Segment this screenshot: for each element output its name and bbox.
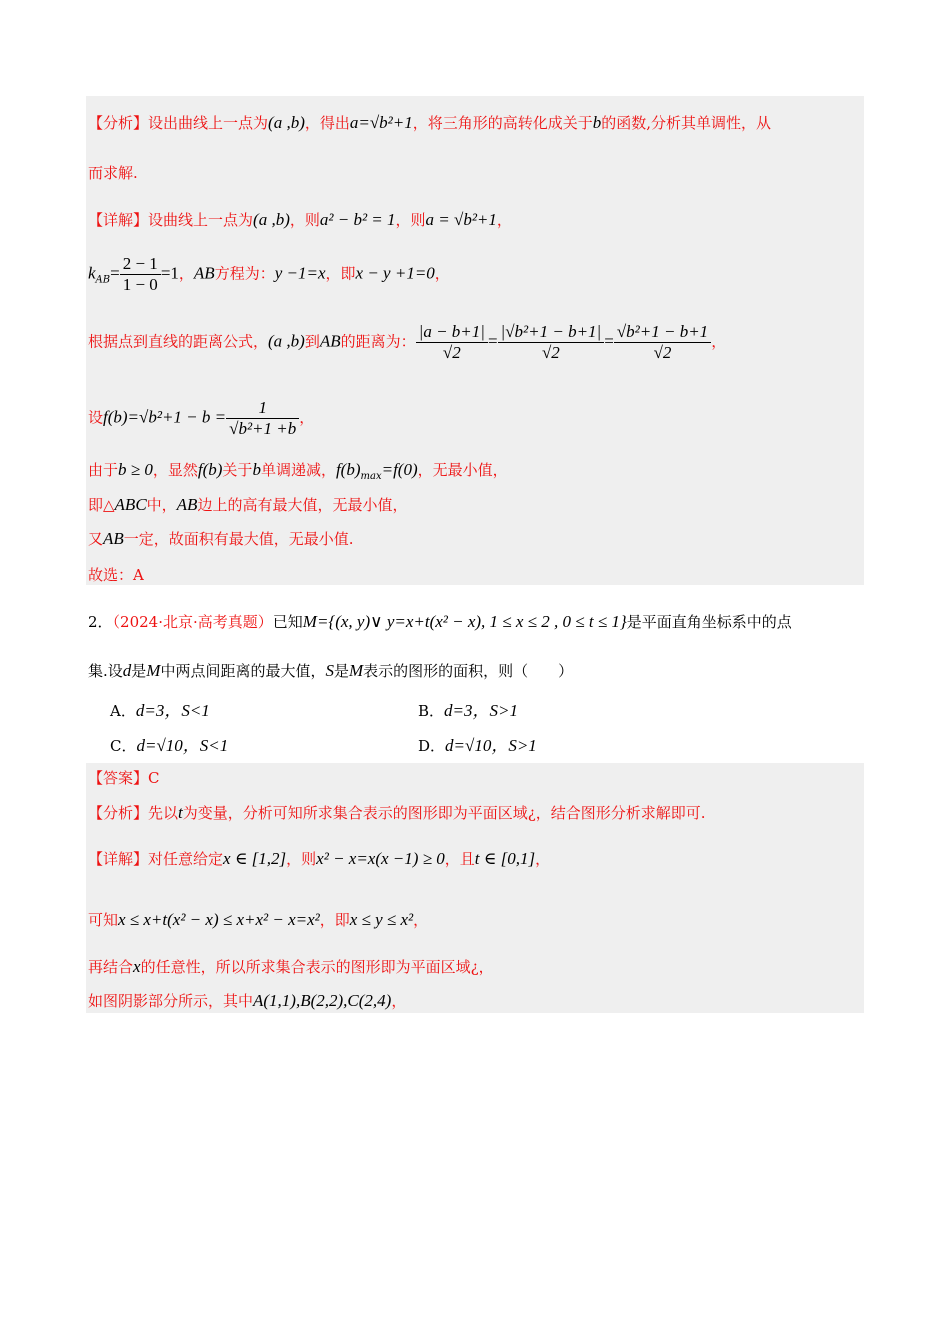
text: 方程为： <box>214 264 275 283</box>
math-expr: =f(0) <box>381 460 418 479</box>
text: 中两点间距离的最大值， <box>160 662 326 680</box>
math-eq: x − y +1=0 <box>355 263 435 283</box>
text: ，即 <box>319 911 350 929</box>
q1-function-line <box>88 398 314 439</box>
text: 即△ <box>88 496 115 514</box>
detail-tag: 【详解】 <box>88 850 149 868</box>
text: ，即 <box>325 264 356 283</box>
math-var: b <box>252 460 261 479</box>
distance-fraction-3 <box>614 322 711 363</box>
text: 由于 <box>88 461 119 479</box>
math-eq: x ≤ y ≤ x² <box>349 910 414 929</box>
q1-slope-line <box>88 254 450 295</box>
math-rest: =1 <box>160 263 179 283</box>
option-label: B． <box>418 702 445 720</box>
math-var: M <box>146 661 161 680</box>
text: ， <box>178 264 194 283</box>
numerator: 1 <box>226 398 299 419</box>
math-point: (a ,b) <box>253 210 290 229</box>
q1-choice-line: 故选：A <box>88 566 144 584</box>
q2-stem-line-2 <box>88 660 573 681</box>
text: ，无最小值， <box>417 461 508 479</box>
numerator: 2 − 1 <box>120 254 161 275</box>
option-text: d=√10，S>1 <box>445 736 537 755</box>
option-a <box>110 696 210 721</box>
q1-analysis-line-2: 而求解. <box>88 164 138 182</box>
q2-detail-line <box>88 848 550 869</box>
math-point: (a ,b) <box>268 331 305 351</box>
option-text: d=3，S<1 <box>135 701 210 720</box>
detail-tag: 【详解】 <box>88 211 149 229</box>
math-expr: t ∈ [0,1] <box>474 849 536 868</box>
math-points: A(1,1),B(2,2),C(2,4) <box>253 991 392 1010</box>
text: ， <box>391 992 407 1010</box>
text: ，将三角形的高转化成关于 <box>412 114 593 132</box>
math-sub: AB <box>95 274 111 286</box>
text: 表示的图形的面积，则（ ） <box>363 662 574 680</box>
text: ，则 <box>395 211 426 229</box>
option-label: A． <box>110 702 136 720</box>
text: ，则 <box>286 850 317 868</box>
text: 的任意性，所以所求集合表示的图形即为平面区域¿， <box>140 958 494 976</box>
math-ab: AB <box>193 263 215 283</box>
math-var: x <box>133 957 141 976</box>
text: ，得出 <box>304 114 350 132</box>
q1-monotonic-line <box>88 459 508 482</box>
math-k: k <box>88 263 96 283</box>
q1-area-line <box>88 528 354 549</box>
denominator: √b²+1 +b <box>229 419 297 438</box>
q1-analysis-line <box>88 112 771 133</box>
text: 到 <box>304 332 320 351</box>
text: 如图阴影部分所示，其中 <box>88 992 254 1010</box>
q2-inequality-line <box>88 909 428 930</box>
math-expr: a=√b²+1 <box>349 113 413 132</box>
text: 对任意给定 <box>148 850 224 868</box>
denominator: √2 <box>442 343 461 362</box>
text: 为变量，分析可知所求集合表示的图形即为平面区域¿，结合图形分析求解即可. <box>182 804 706 822</box>
math-var: M <box>349 661 364 680</box>
math-var: t <box>178 803 183 822</box>
text: 边上的高有最大值，无最小值， <box>197 496 408 514</box>
text: 是平面直角坐标系中的点 <box>626 613 792 631</box>
distance-fraction-1 <box>416 322 488 363</box>
math-expr: b ≥ 0 <box>118 460 153 479</box>
option-label: D． <box>418 737 446 755</box>
text: 是 <box>131 662 147 680</box>
q1-distance-line <box>88 322 726 363</box>
math-eq: a² − b² = 1 <box>319 210 396 229</box>
analysis-tag: 【分析】 <box>88 804 149 822</box>
analysis-tag: 【分析】 <box>88 114 149 132</box>
text: ， <box>496 211 512 229</box>
math-var: b <box>592 113 602 132</box>
numerator: √b²+1 − b+1 <box>614 322 711 343</box>
text: ， <box>299 408 315 427</box>
text: 关于 <box>222 461 253 479</box>
equals: = <box>604 331 614 351</box>
math-var: S <box>325 661 334 680</box>
equals: = <box>110 263 120 283</box>
q2-answer-line: 【答案】C <box>88 769 160 787</box>
math-ab: AB <box>176 495 198 514</box>
denominator: √2 <box>541 343 560 362</box>
q2-figure-line <box>88 990 406 1011</box>
math-sub: max <box>360 471 382 482</box>
text: 又 <box>88 530 104 548</box>
function-fraction <box>226 398 299 439</box>
text: ， <box>413 911 429 929</box>
option-text: d=3，S>1 <box>444 701 518 720</box>
text: ， <box>535 850 551 868</box>
numerator: |a − b+1| <box>416 322 488 343</box>
math-eq: y −1=x <box>274 263 326 283</box>
text: 设曲线上一点为 <box>148 211 254 229</box>
text: ， <box>434 264 450 283</box>
math-expr: f(b)=√b²+1 − b = <box>103 407 227 427</box>
text: ，则 <box>289 211 320 229</box>
math-eq: x² − x=x(x −1) ≥ 0 <box>316 849 445 868</box>
text: 中， <box>146 496 177 514</box>
denominator: 1 − 0 <box>122 275 158 294</box>
option-text: d=√10，S<1 <box>136 736 229 755</box>
q2-stem-line <box>88 611 792 632</box>
math-point: (a ,b) <box>268 113 305 132</box>
text: 根据点到直线的距离公式， <box>88 332 269 351</box>
math-eq: a = √b²+1 <box>425 210 497 229</box>
text: 集.设 <box>88 662 123 680</box>
text: 设 <box>88 408 104 427</box>
text: 再结合 <box>88 958 134 976</box>
text: 设出曲线上一点为 <box>148 114 269 132</box>
q2-analysis-line <box>88 802 706 823</box>
option-c <box>110 731 228 756</box>
q1-detail-line <box>88 209 512 230</box>
text: 是 <box>333 662 349 680</box>
math-abc: ABC <box>114 495 147 514</box>
math-ab: AB <box>103 529 124 548</box>
text: ， <box>711 332 727 351</box>
math-eq: x ≤ x+t(x² − x) ≤ x+x² − x=x² <box>118 910 320 929</box>
slope-fraction <box>120 254 161 295</box>
text: 已知 <box>272 613 303 631</box>
option-d <box>418 731 537 756</box>
text: 可知 <box>88 911 119 929</box>
denominator: √2 <box>653 343 672 362</box>
text: 一定，故面积有最大值，无最小值. <box>123 530 354 548</box>
math-expr: x ∈ [1,2] <box>223 849 287 868</box>
math-expr: f(b) <box>197 460 223 479</box>
text: 的函数,分析其单调性，从 <box>601 114 772 132</box>
text: 先以 <box>148 804 179 822</box>
option-b <box>418 696 518 721</box>
math-var: d <box>122 661 132 680</box>
q1-triangle-line <box>88 494 407 515</box>
text: ，显然 <box>152 461 198 479</box>
math-expr: f(b) <box>335 460 361 479</box>
text: ，且 <box>444 850 475 868</box>
question-source: （2024·北京·高考真题） <box>112 613 273 631</box>
text: 的距离为： <box>340 332 416 351</box>
equals: = <box>487 331 498 351</box>
q2-region-line <box>88 956 494 977</box>
math-set: M={(x, y)∨ y=x+t(x² − x), 1 ≤ x ≤ 2 , 0 ≤ t ≤ 1} <box>302 612 627 631</box>
math-ab: AB <box>319 331 341 351</box>
option-label: C． <box>110 737 137 755</box>
question-number: 2． <box>88 613 113 631</box>
numerator: |√b²+1 − b+1| <box>498 322 605 343</box>
text: 单调递减， <box>260 461 336 479</box>
distance-fraction-2 <box>498 322 605 363</box>
